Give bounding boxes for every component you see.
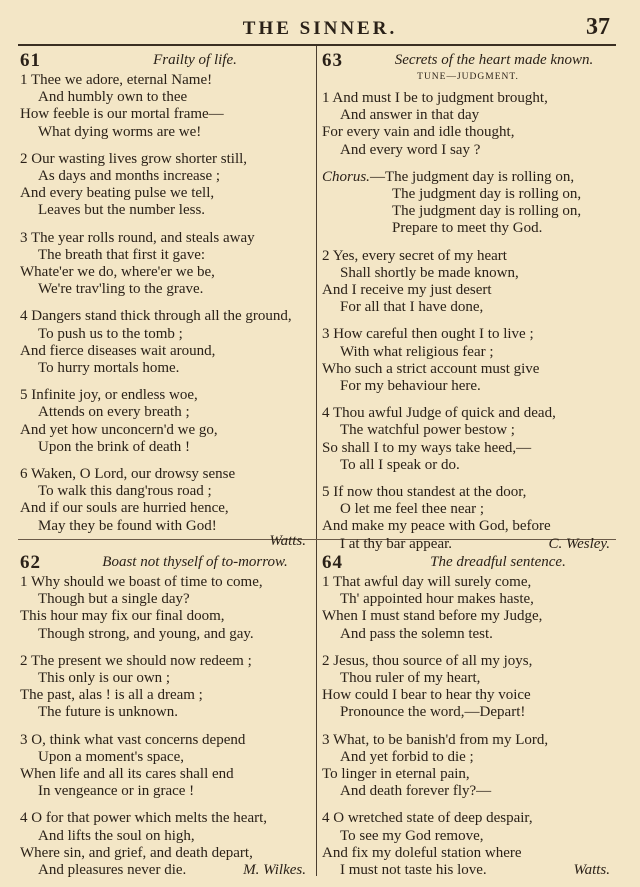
verse-line: 5 If now thou standest at the door, (322, 484, 527, 501)
running-title: THE SINNER. (242, 18, 398, 39)
verse-line: We're trav'ling to the grave. (38, 281, 204, 298)
hymn-author: Watts. (269, 532, 306, 549)
verse (322, 484, 614, 553)
verse-line: And fierce diseases wait around, (20, 342, 216, 359)
verse (20, 308, 310, 377)
verse (20, 230, 310, 299)
verse-line: And every beating pulse we tell, (20, 185, 215, 202)
verse (322, 326, 614, 395)
verse-line: O let me feel thee near ; (340, 501, 485, 518)
verse-line: And I receive my just desert (322, 282, 492, 299)
chorus-line: The judgment day is rolling on, (392, 186, 582, 203)
verse-line: 1 Why should we boast of time to come, (20, 574, 263, 590)
verse-line: And fix my doleful station where (322, 844, 522, 861)
verse-line: When life and all its cares shall end (20, 766, 234, 783)
verse-line: And lifts the soul on high, (38, 827, 195, 844)
hymn-number: 63 (322, 50, 343, 71)
chorus-label: Chorus. (322, 168, 370, 185)
verse-line: With what religious fear ; (340, 343, 494, 360)
verse-line: As days and months increase ; (38, 168, 221, 185)
tune-name: TUNE—JUDGMENT. (417, 72, 519, 82)
verse-line-with-author (322, 536, 614, 553)
verse-line: Leaves but the number less. (38, 202, 206, 219)
verse-line: Pronounce the word,—Depart! (340, 704, 526, 721)
verse-line: 5 Infinite joy, or endless woe, (20, 387, 198, 404)
verse-line: 2 Yes, every secret of my heart (322, 247, 507, 264)
verse-line: To hurry mortals home. (38, 360, 180, 377)
verse-line: 3 What, to be banish'd from my Lord, (322, 731, 549, 748)
verse-line: For all that I have done, (340, 299, 484, 316)
verse-line: For every vain and idle thought, (322, 124, 515, 141)
verse-line: And yet how unconcern'd we go, (20, 421, 218, 438)
verse-line: The past, alas ! is all a dream ; (20, 687, 203, 704)
verse-line: To linger in eternal pain, (322, 766, 470, 783)
header-rule (18, 44, 616, 46)
verse-line: How feeble is our mortal frame— (20, 106, 224, 123)
page-header (0, 14, 640, 44)
verse-line: When I must stand before my Judge, (322, 608, 543, 625)
verse-line: And pleasures never die. (38, 862, 187, 879)
verse-line: The future is unknown. (38, 704, 178, 721)
chorus-text: —The judgment day is rolling on, (369, 168, 575, 185)
chorus-line: Prepare to meet thy God. (392, 220, 543, 237)
verse-line: What dying worms are we! (38, 123, 202, 140)
hymn-number: 61 (20, 50, 41, 71)
verse-line: And pass the solemn test. (340, 625, 493, 642)
hymn-63 (322, 50, 614, 553)
verse-line: Where sin, and grief, and death depart, (20, 844, 253, 861)
hymn-64 (322, 552, 614, 879)
verse-line: May they be found with God! (38, 517, 217, 534)
verse-line: This hour may fix our final doom, (20, 608, 225, 625)
verse (322, 90, 614, 159)
hymn-number: 62 (20, 552, 41, 573)
hymn-title: Boast not thyself of to-morrow. (102, 554, 288, 570)
verse-line: To push us to the tomb ; (38, 325, 183, 342)
verse (20, 72, 310, 141)
verse (20, 387, 310, 456)
verse (322, 574, 614, 643)
verse-line: Attends on every breath ; (38, 404, 190, 421)
verse-line: Whate'er we do, where'er we be, (20, 264, 215, 281)
verse-line: 3 How careful then ought I to live ; (322, 326, 534, 343)
verse-line: 4 O for that power which melts the heart, (20, 810, 268, 827)
verse-line: And every word I say ? (340, 141, 481, 158)
verse-line: Thou ruler of my heart, (340, 670, 481, 687)
column-divider (316, 46, 317, 876)
hymn-title: The dreadful sentence. (430, 554, 566, 570)
verse-line: 4 O wretched state of deep despair, (322, 810, 533, 827)
verse-line: Th' appointed hour makes haste, (340, 591, 534, 608)
verse (20, 151, 310, 220)
verse-line: And yet forbid to die ; (340, 748, 474, 765)
verse-line: The breath that first it gave: (38, 246, 206, 263)
verse-line: This only is our own ; (38, 670, 171, 687)
chorus-line: The judgment day is rolling on, (392, 203, 582, 220)
hymn-author: M. Wilkes. (243, 862, 306, 879)
hymn-62 (20, 552, 310, 879)
verse-line: 4 Dangers stand thick through all the ground, (20, 308, 292, 325)
verse-line: For my behaviour here. (340, 378, 481, 395)
verse-line: 3 The year rolls round, and steals away (20, 229, 255, 246)
verse-line-with-author (20, 862, 310, 879)
verse (322, 810, 614, 879)
page-number: 37 (586, 14, 610, 40)
verse (322, 653, 614, 722)
hymn-author: C. Wesley. (548, 535, 610, 552)
hymn-61 (20, 50, 310, 550)
verse (322, 732, 614, 801)
verse-line: 3 O, think what vast concerns depend (20, 731, 246, 748)
verse-line: And answer in that day (340, 107, 480, 124)
verse-line: 2 The present we should now redeem ; (20, 652, 252, 669)
verse (20, 466, 310, 535)
verse-line: Upon the brink of death ! (38, 438, 191, 455)
hymn-number: 64 (322, 552, 343, 573)
verse-line: And humbly own to thee (38, 89, 188, 106)
verse-line: Though but a single day? (38, 591, 190, 608)
verse-line: 4 Thou awful Judge of quick and dead, (322, 405, 556, 422)
verse-line: The watchful power bestow ; (340, 422, 515, 439)
verse-line: I must not taste his love. (340, 862, 487, 879)
verse (20, 574, 310, 643)
verse-line: To see my God remove, (340, 827, 484, 844)
verse-line: Upon a moment's space, (38, 748, 185, 765)
verse (20, 653, 310, 722)
verse-line: How could I bear to hear thy voice (322, 687, 531, 704)
verse-line: 1 Thee we adore, eternal Name! (20, 72, 213, 88)
verse (322, 405, 614, 474)
verse-line: Who such a strict account must give (322, 360, 540, 377)
hymn-author: Watts. (573, 862, 610, 879)
verse-line: And if our souls are hurried hence, (20, 500, 229, 517)
hymn-title: Frailty of life. (153, 52, 237, 68)
verse-line: And death forever fly?— (340, 783, 492, 800)
verse-line: 2 Our wasting lives grow shorter still, (20, 150, 248, 167)
verse-line: So shall I to my ways take heed,— (322, 439, 532, 456)
chorus (322, 169, 614, 238)
verse-line: To walk this dang'rous road ; (38, 483, 212, 500)
verse-line: In vengeance or in grace ! (38, 783, 195, 800)
verse-line: I at thy bar appear. (340, 535, 453, 552)
verse-line: 6 Waken, O Lord, our drowsy sense (20, 466, 236, 483)
verse-line: Shall shortly be made known, (340, 264, 519, 281)
verse-line: Though strong, and young, and gay. (38, 625, 254, 642)
verse-line: To all I speak or do. (340, 456, 460, 473)
verse-line-with-author (322, 862, 614, 879)
verse-line: 1 And must I be to judgment brought, (322, 90, 548, 106)
verse (322, 248, 614, 317)
hymn-title: Secrets of the heart made known. (394, 52, 594, 68)
chorus-line (322, 169, 614, 186)
verse-line: 1 That awful day will surely come, (322, 574, 532, 590)
verse (20, 810, 310, 879)
verse (20, 732, 310, 801)
verse-line: 2 Jesus, thou source of all my joys, (322, 652, 533, 669)
verse-line: And make my peace with God, before (322, 518, 551, 535)
